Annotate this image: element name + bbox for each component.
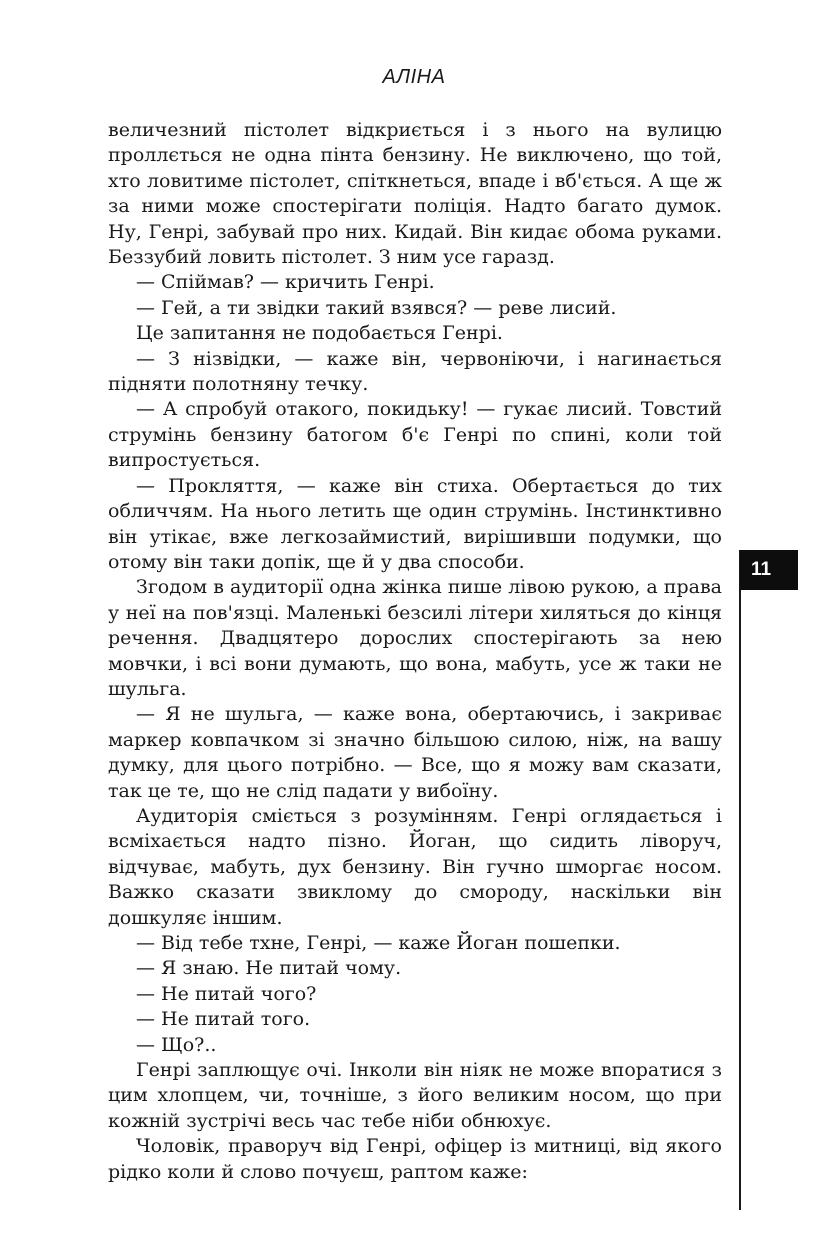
running-head-title: АЛІНА [382,66,446,88]
margin-rule [739,550,741,1210]
paragraph: — Спіймав? — кричить Генрі. [136,271,435,294]
paragraph: величезний пістолет відкриється і з нього на вулицю проллється не одна пінта бензину. Не виключено, що той, хто ловитиме пістолет, спіткнеться, впаде і вб'ється. А ще ж за ними може спостерігати поліція. Надто багато думок. Ну, Генрі, забувай про них. Кидай. Він кидає обома руками. Беззубий ловить пістолет. З ним усе гаразд. [108,119,722,269]
paragraph: — Не питай чого? [136,982,317,1005]
paragraph: Згодом в аудиторії одна жінка пише лівою рукою, а права у неї на пов'язці. Маленькі безсилі літери хиляться до кінця речення. Двадцятеро дорослих спостерігають за нею мовчки, і всі вони думають, що вона, мабуть, усе ж таки не шульга. [108,576,722,700]
paragraph: — Не питай того. [136,1008,311,1031]
body-text [108,118,722,1185]
paragraph: — А спробуй отакого, покидьку! — гукає лисий. Товстий струмінь бензину батогом б'є Генрі по спині, коли той випростується. [108,398,722,472]
paragraph: Аудиторія сміється з розумінням. Генрі оглядається і всміхається надто пізно. Йоган, що сидить ліворуч, відчуває, мабуть, дух бензину. Він гучно шморгає носом. Важко сказати звиклому до смороду, наскільки він дошкуляє іншим. [108,804,722,929]
chapter-number-tab: 11 [740,550,798,590]
paragraph: — З нізвідки, — каже він, червоніючи, і нагинається підняти полотняну течку. [108,347,722,396]
paragraph: — Прокляття, — каже він стиха. Обертається до тих обличчям. На нього летить ще один струмінь. Інстинктивно він утікає, вже легкозаймистий, вирішивши подумки, що отому він таки допік, ще й у два способи. [108,474,722,573]
paragraph: — Я знаю. Не питай чому. [136,957,402,980]
paragraph: — Я не шульга, — каже вона, обертаючись, і закриває маркер ковпачком зі значно більшою силою, ніж, на вашу думку, для цього потрібно. — Все, що я можу вам сказати, так це те, що не слід падати у вибоїну. [108,703,722,802]
paragraph: — Гей, а ти звідки такий взявся? — реве лисий. [136,296,617,319]
paragraph: — Від тебе тхне, Генрі, — каже Йоган пошепки. [136,932,621,954]
paragraph: Генрі заплющує очі. Інколи він ніяк не може впоратися з цим хлопцем, чи, точніше, з його великим носом, що при кожній зустрічі весь час тебе ніби обнюхує. [108,1059,722,1132]
paragraph: — Що?.. [136,1033,217,1056]
paragraph: Чоловік, праворуч від Генрі, офіцер із митниці, від якого рідко коли й слово почуєш, раптом каже: [108,1135,722,1183]
paragraph: Це запитання не подобається Генрі. [136,322,503,345]
